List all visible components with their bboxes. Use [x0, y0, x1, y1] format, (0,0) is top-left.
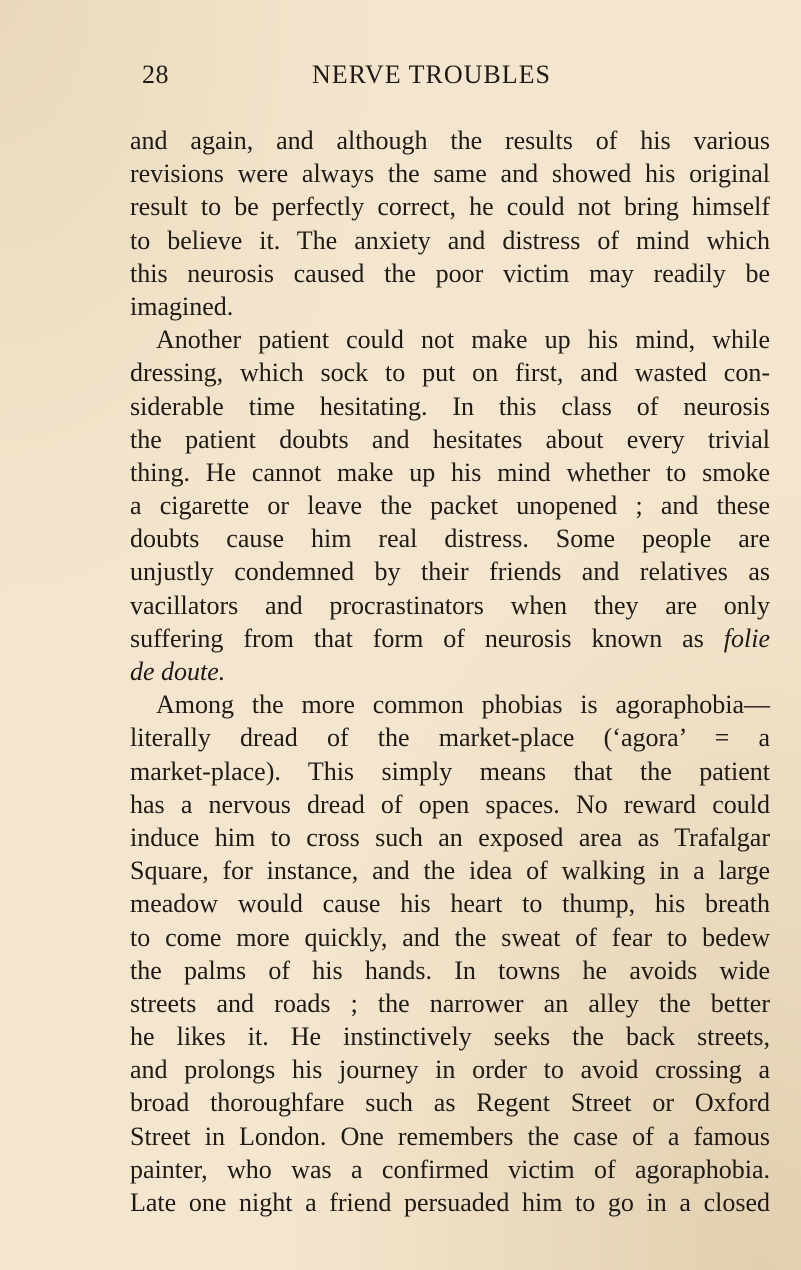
text-line: he likes it. He instinctively seeks the back streets, [130, 1022, 770, 1052]
text-line: and prolongs his journey in order to avoid crossing a [130, 1055, 770, 1085]
text-line: the patient doubts and hesitates about every trivial [130, 424, 770, 454]
text-line: painter, who was a confirmed victim of agoraphobia. [130, 1154, 770, 1184]
text-line: Another patient could not make up his mind, while [156, 325, 770, 355]
text-line: dressing, which sock to put on first, and wasted con- [130, 358, 770, 388]
text-line: to come more quickly, and the sweat of fear to bedew [130, 922, 770, 952]
italic-term: folie [723, 623, 770, 653]
text-line: Among the more common phobias is agoraphobia— [156, 690, 770, 720]
text-line: has a nervous dread of open spaces. No reward could [130, 789, 770, 819]
text-line: doubts cause him real distress. Some people are [130, 524, 770, 554]
text-line [130, 622, 770, 655]
text-line: imagined. [130, 291, 234, 321]
text-line: thing. He cannot make up his mind whether to smoke [130, 457, 770, 487]
text-line: Street in London. One remembers the case of a famous [130, 1121, 770, 1151]
text-line: Square, for instance, and the idea of walking in a large [130, 856, 770, 886]
text-line: revisions were always the same and showed his original [130, 159, 770, 189]
text-line: streets and roads ; the narrower an alley the better [130, 988, 770, 1018]
text-line: literally dread of the market-place (‘agora’ = a [130, 723, 770, 753]
body-text [130, 124, 770, 1219]
text-line: the palms of his hands. In towns he avoids wide [130, 955, 770, 985]
text-line: vacillators and procrastinators when they are only [130, 590, 770, 620]
text-line: this neurosis caused the poor victim may readily be [130, 258, 770, 288]
text-line: meadow would cause his heart to thump, his breath [130, 889, 770, 919]
text-segment: suffering from that form of neurosis known as [130, 623, 704, 653]
text-line: siderable time hesitating. In this class of neurosis [130, 391, 770, 421]
text-line: and again, and although the results of his various [130, 126, 770, 155]
text-line: unjustly condemned by their friends and relatives as [130, 557, 770, 587]
text-line: a cigarette or leave the packet unopened ; and these [130, 491, 770, 521]
text-line: Late one night a friend persuaded him to go in a closed [130, 1188, 770, 1217]
text-line: result to be perfectly correct, he could not bring himself [130, 192, 770, 222]
text-line: to believe it. The anxiety and distress of mind which [130, 225, 770, 255]
italic-term: de doute. [130, 657, 226, 686]
text-line: broad thoroughfare such as Regent Street or Oxford [130, 1088, 770, 1118]
page-number: 28 [142, 60, 169, 89]
text-line: market-place). This simply means that the patient [130, 756, 770, 786]
running-title: NERVE TROUBLES [312, 60, 551, 89]
text-line: induce him to cross such an exposed area as Trafalgar [130, 822, 770, 852]
page-header [0, 60, 801, 100]
